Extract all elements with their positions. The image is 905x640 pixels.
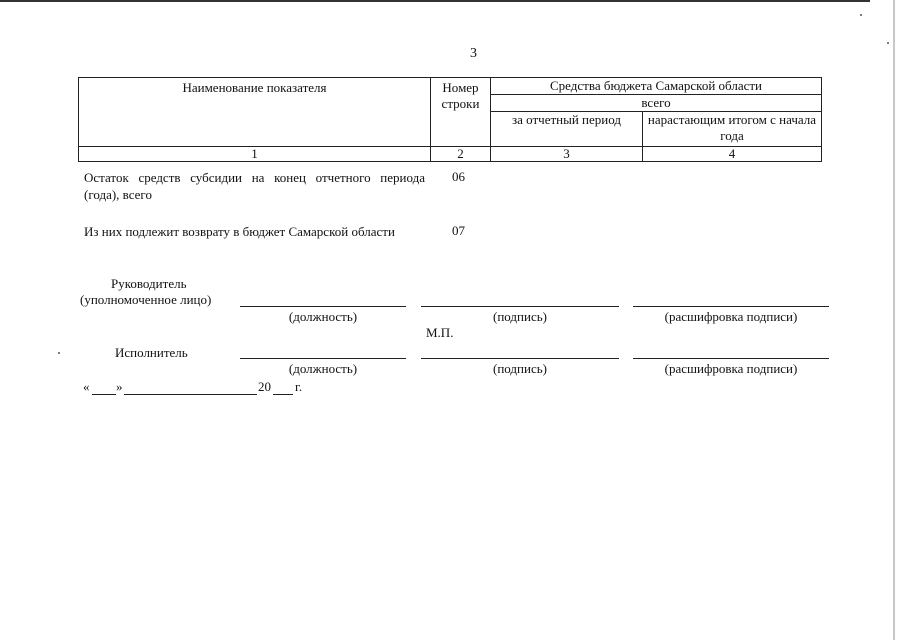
head-decoding-caption: (расшифровка подписи)	[664, 309, 798, 324]
scan-right-edge	[893, 0, 895, 640]
date-day-line	[92, 394, 116, 395]
authorized-person-label: (уполномоченное лицо)	[80, 292, 212, 307]
stamp-place: М.П.	[426, 325, 454, 340]
column-index-1: 1	[79, 147, 431, 162]
executor-label: Исполнитель	[115, 345, 188, 360]
date-month-line	[124, 394, 257, 395]
header-indicator-name: Наименование показателя	[79, 78, 431, 147]
column-index-2: 2	[431, 147, 491, 162]
executor-signature-caption: (подпись)	[493, 361, 547, 376]
date-year-suffix: г.	[295, 379, 303, 394]
date-year-line	[273, 394, 293, 395]
column-index-3: 3	[491, 147, 643, 162]
column-index-4: 4	[643, 147, 822, 162]
page-number: 3	[470, 46, 477, 61]
date-year-prefix: 20	[258, 379, 271, 394]
head-signature-line	[421, 306, 619, 307]
executor-decoding-caption: (расшифровка подписи)	[664, 361, 798, 376]
scan-top-border	[0, 0, 870, 2]
scan-speck	[887, 42, 889, 44]
header-row-number: Номер строки	[431, 78, 491, 147]
head-signature-caption: (подпись)	[493, 309, 547, 324]
executor-decoding-line	[633, 358, 829, 359]
head-position-caption: (должность)	[288, 309, 358, 324]
scan-speck	[58, 352, 60, 354]
row-label-07: Из них подлежит возврату в бюджет Самарской области	[84, 224, 395, 239]
head-decoding-line	[633, 306, 829, 307]
report-table	[78, 77, 822, 162]
header-total: всего	[491, 95, 822, 112]
date-quote-close: »	[116, 379, 123, 394]
header-reporting-period: за отчетный период	[491, 112, 643, 147]
header-cumulative: нарастающим итогом с начала года	[643, 112, 822, 147]
executor-position-line	[240, 358, 406, 359]
row-label-06: Остаток средств субсидии на конец отчетного периода (года), всего	[84, 170, 425, 202]
date-quote-open: «	[83, 379, 90, 394]
header-budget-funds: Средства бюджета Самарской области	[491, 78, 822, 95]
scan-speck	[860, 14, 862, 16]
row-number-06: 06	[452, 169, 465, 184]
head-position-line	[240, 306, 406, 307]
executor-position-caption: (должность)	[288, 361, 358, 376]
executor-signature-line	[421, 358, 619, 359]
head-label: Руководитель	[111, 276, 187, 291]
row-number-07: 07	[452, 223, 465, 238]
